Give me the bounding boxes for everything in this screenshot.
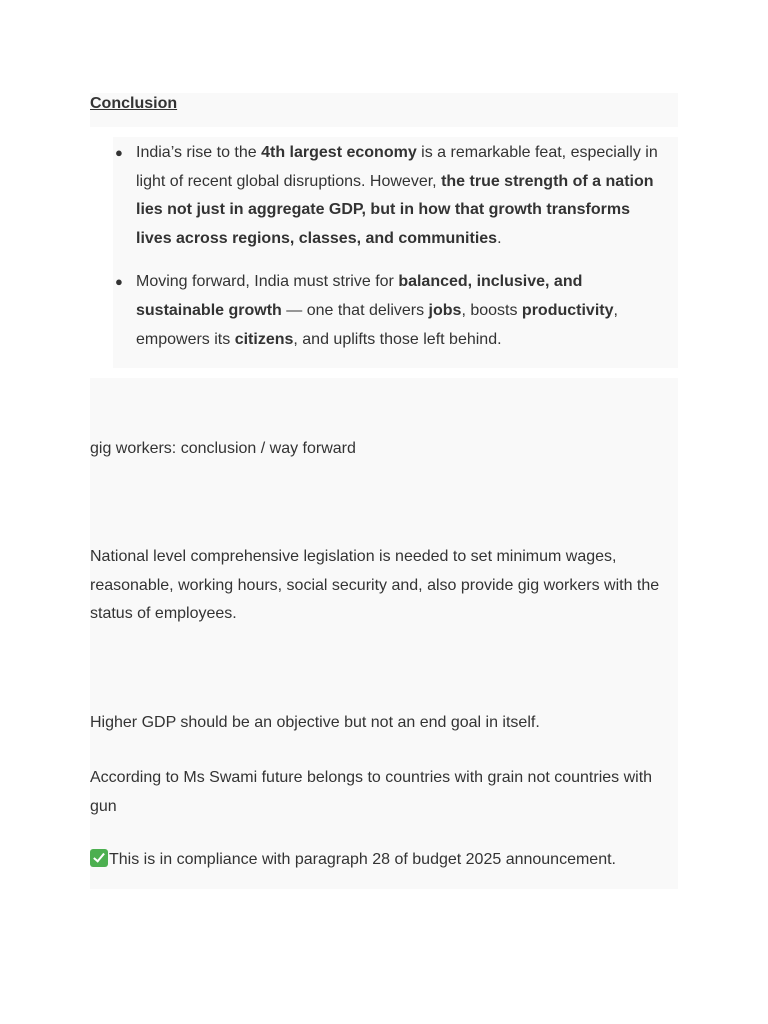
bullet-bold-text: the true strength of a nation lies not just in aggregate GDP, but in how that growth transforms lives across regions, classes, and communities bbox=[136, 172, 654, 247]
bullet-text: , empowers its bbox=[136, 301, 618, 348]
compliance-paragraph bbox=[90, 846, 678, 875]
conclusion-bullet-item bbox=[113, 268, 678, 354]
legislation-paragraph: National level comprehensive legislation is needed to set minimum wages, reasonable, working hours, social security and, also provide gig workers with the status of employees. bbox=[90, 548, 660, 623]
bullet-text: , and uplifts those left behind. bbox=[293, 330, 502, 348]
bullet-dot-icon: ● bbox=[115, 274, 123, 290]
check-mark-icon bbox=[90, 849, 108, 867]
bullet-text: Moving forward, India must strive for bbox=[136, 273, 399, 291]
gig-section-title: gig workers: conclusion / way forward bbox=[90, 440, 356, 457]
bullet-bold-text: productivity bbox=[521, 301, 614, 319]
conclusion-heading-block bbox=[90, 93, 678, 127]
bullet-text: is a remarkable feat, especially in light of recent global disruptions. However, bbox=[136, 144, 658, 190]
bullet-dot-icon: ● bbox=[115, 145, 123, 160]
bullet-bold-text: citizens bbox=[234, 330, 294, 348]
conclusion-bullet-item bbox=[113, 139, 678, 253]
conclusion-bullet-list bbox=[113, 139, 678, 354]
bullet-text: India’s rise to the bbox=[136, 144, 262, 161]
bullet-text: , boosts bbox=[461, 301, 522, 319]
compliance-text: This is in compliance with paragraph 28 of budget 2025 announcement. bbox=[109, 851, 616, 868]
conclusion-heading: Conclusion bbox=[90, 95, 178, 112]
bullet-bold-text: balanced, inclusive, and sustainable growth bbox=[136, 273, 583, 319]
bullet-text: — one that delivers bbox=[281, 301, 429, 319]
conclusion-bullets-block bbox=[113, 137, 678, 368]
bullet-text: . bbox=[497, 229, 502, 247]
gdp-paragraph: Higher GDP should be an objective but not an end goal in itself. bbox=[90, 714, 540, 731]
bullet-bold-text: 4th largest economy bbox=[261, 144, 417, 161]
bullet-bold-text: jobs bbox=[428, 301, 462, 319]
swami-quote-paragraph: According to Ms Swami future belongs to countries with grain not countries with gun bbox=[90, 769, 653, 815]
gig-workers-section bbox=[90, 378, 678, 889]
